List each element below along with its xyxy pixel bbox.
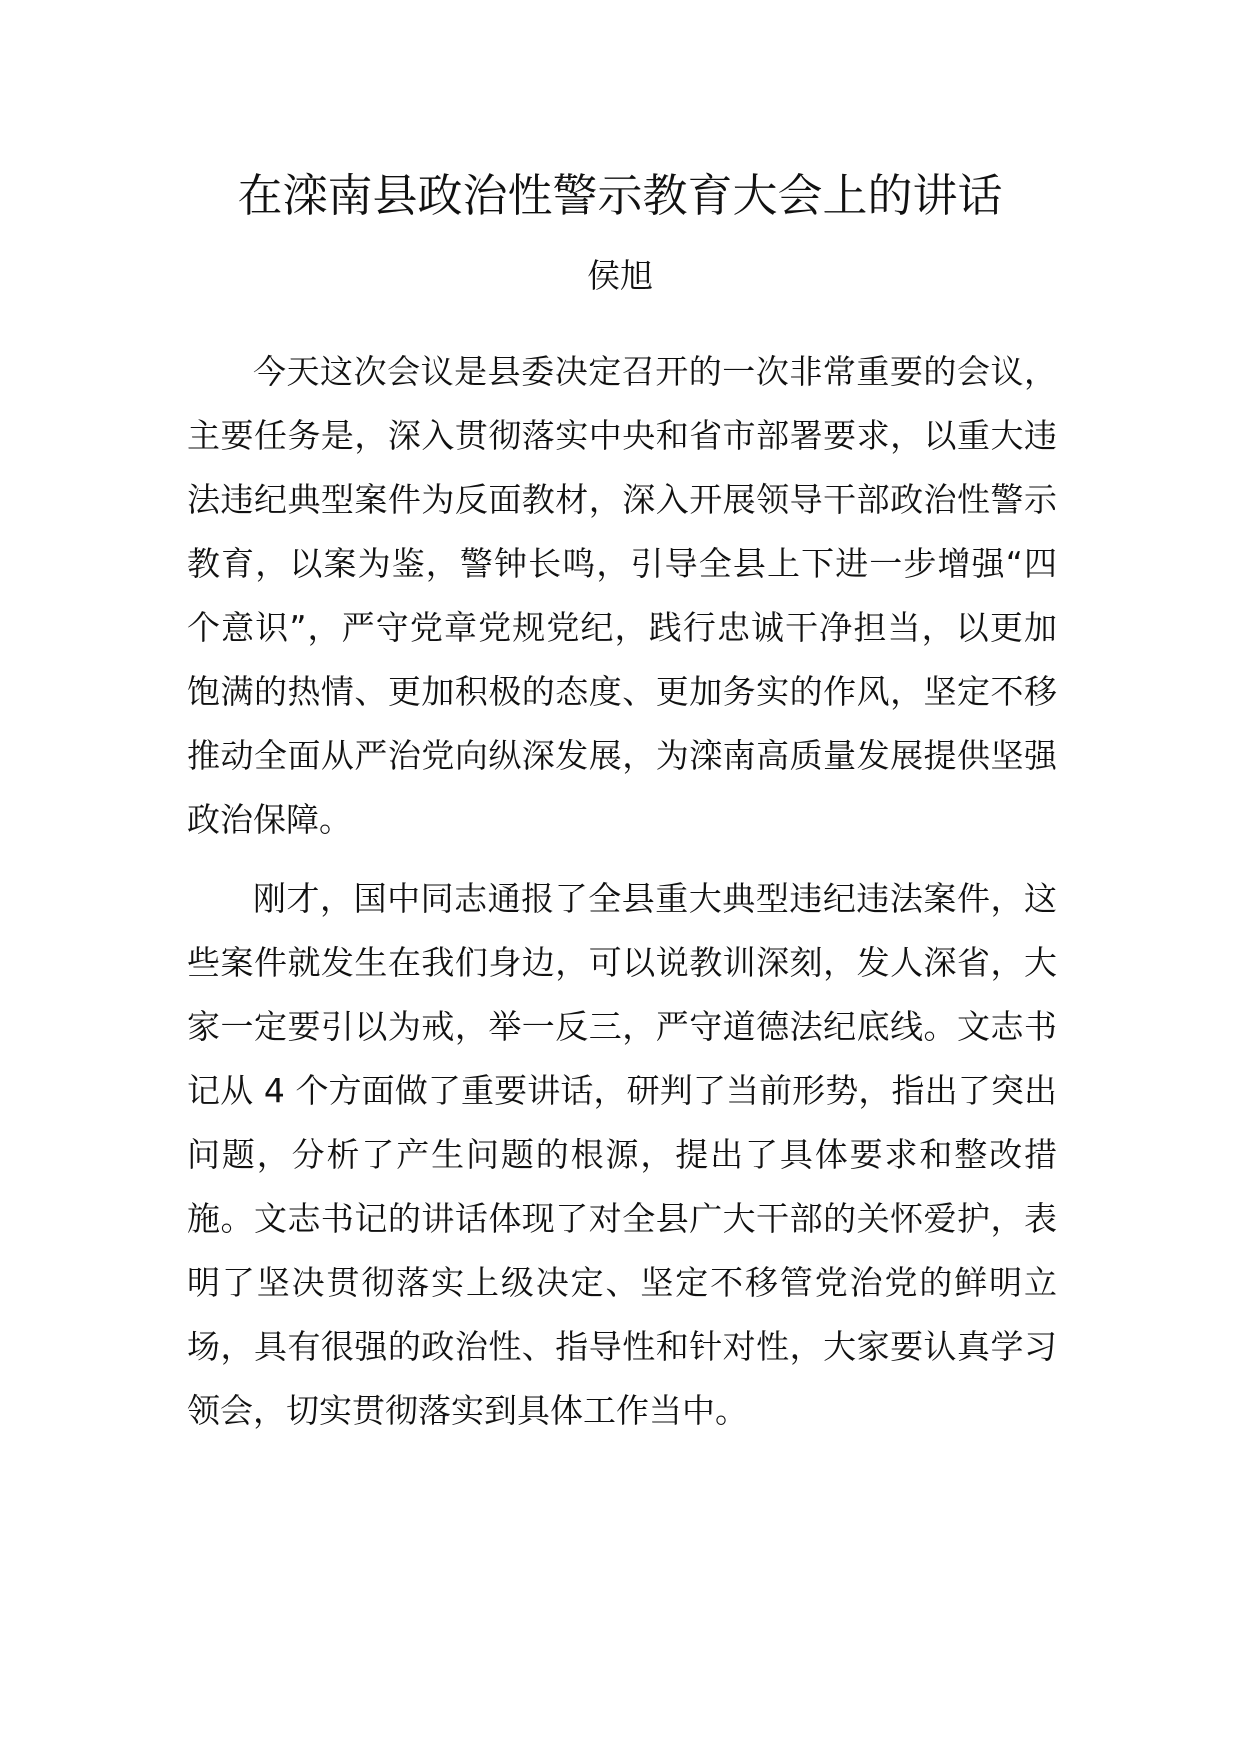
author-name: 侯旭 xyxy=(587,256,653,295)
paragraph-1: 今天这次会议是县委决定召开的一次非常重要的会议，主要任务是，深入贯彻落实中央和省市部署要求，以重大违法违纪典型案件为反面教材，深入开展领导干部政治性警示教育，以案为鉴，警钟长鸣，引导全县上下进一步增强“四个意识”，严守党章党规党纪，践行忠诚干净担当，以更加饱满的热情、更加积极的态度、更加务实的作风，坚定不移推动全面从严治党向纵深发展，为滦南高质量发展提供坚强政治保障。 xyxy=(187,352,1057,839)
paragraph-2: 刚才，国中同志通报了全县重大典型违纪违法案件，这些案件就发生在我们身边，可以说教训深刻，发人深省，大家一定要引以为戒，举一反三，严守道德法纪底线。文志书记从 4 个方面做了重要讲话，研判了当前形势，指出了突出问题，分析了产生问题的根源，提出了具体要求和整改措施。文志书记的讲话体现了对全县广大干部的关怀爱护，表明了坚决贯彻落实上级决定、坚定不移管党治党的鲜明立场，具有很强的政治性、指导性和针对性，大家要认真学习领会，切实贯彻落实到具体工作当中。 xyxy=(187,879,1057,1430)
document-title: 在滦南县政治性警示教育大会上的讲话 xyxy=(237,169,1003,222)
document-body xyxy=(187,340,1057,1443)
